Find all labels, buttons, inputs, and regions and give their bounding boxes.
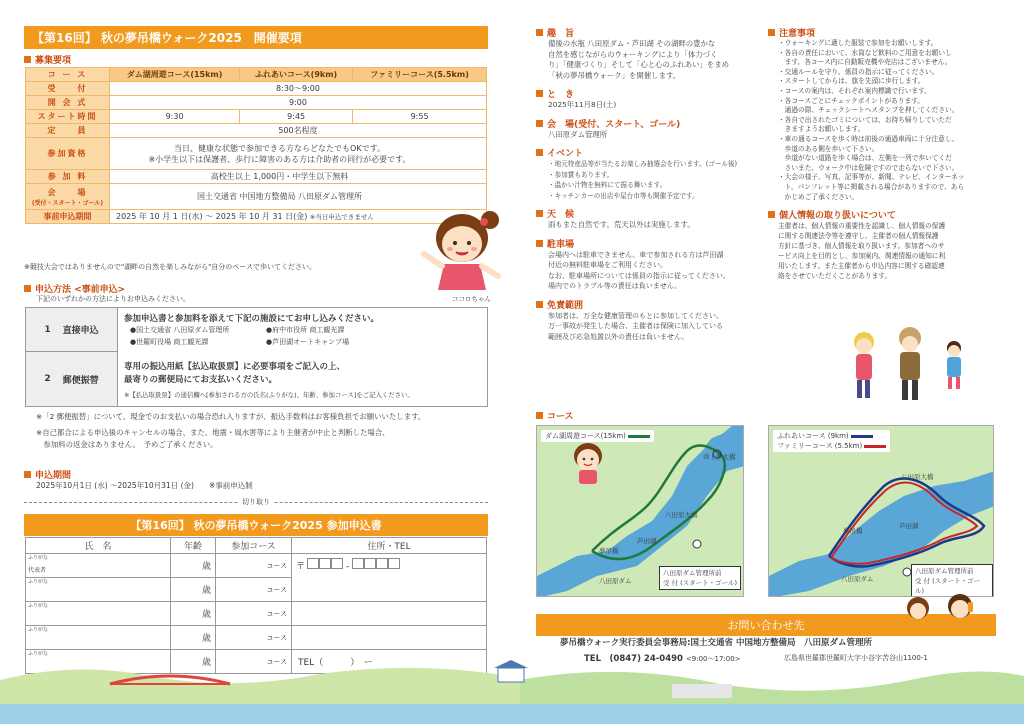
section-parking bbox=[536, 237, 746, 292]
square-icon bbox=[24, 285, 31, 292]
square-icon bbox=[536, 210, 543, 217]
row-value: 8:30〜9:00 bbox=[110, 82, 487, 96]
section-events bbox=[536, 146, 746, 201]
name-cell[interactable] bbox=[26, 602, 171, 626]
privacy-line: 方針に基づき、個人情報を取り扱います。参加者へのサ bbox=[778, 242, 945, 251]
legend-line-navy bbox=[851, 435, 873, 438]
method-1-label bbox=[26, 308, 118, 352]
tel-number: (0847) 24-0490 bbox=[609, 654, 683, 664]
method-1-lead: 参加申込書と参加料を添えて下記の施設にてお申し込みください。 bbox=[124, 314, 380, 324]
section-weather bbox=[536, 207, 746, 231]
hours: <9:00〜17:00> bbox=[685, 655, 741, 663]
notice-heading: 注意事項 bbox=[779, 29, 816, 39]
form-header-name: 氏 名 bbox=[26, 538, 171, 554]
course-heading-text: コース bbox=[547, 412, 574, 422]
girl-illustration bbox=[566, 438, 610, 486]
section-heading: イベント bbox=[547, 149, 584, 159]
line: 参加者は、万全な健康管理のもとに参加してください。 bbox=[548, 311, 723, 320]
line: 八田原ダム管理所 bbox=[548, 129, 608, 139]
period-text: 2025年10月1日 (水) 〜2025年10月31日 (金) bbox=[36, 481, 194, 490]
line: ・温かい汁物を無料にて振る舞います。 bbox=[548, 181, 667, 189]
box-line: 八田原ダム管理所前 bbox=[915, 567, 974, 575]
square-icon bbox=[536, 29, 543, 36]
course-cell[interactable]: コース bbox=[216, 578, 292, 602]
square-icon bbox=[768, 211, 775, 218]
square-icon bbox=[536, 149, 543, 156]
line: 雨もまた自然です。荒天以外は実施します。 bbox=[548, 220, 695, 229]
method-2-note: ※【払込取扱票】の通信欄へ[参加される方の氏名(ふりがな)、年齢、参加コース]をご記入ください。 bbox=[124, 391, 414, 399]
notice-list bbox=[768, 39, 998, 202]
period-line bbox=[36, 481, 253, 491]
line: 範囲及び応急処置以外の責任は負いません。 bbox=[548, 332, 689, 341]
notice-line: ・ウォーキングに適した服装で参加をお願いします。 bbox=[778, 39, 938, 47]
course-heading bbox=[536, 409, 574, 422]
line: 2025年11月8日(土) bbox=[548, 100, 617, 109]
venue-label-cell bbox=[26, 184, 110, 210]
furigana-label: ふりがな bbox=[28, 555, 49, 561]
square-icon bbox=[536, 412, 543, 419]
section-date bbox=[536, 87, 746, 111]
row-value: 500名程度 bbox=[110, 124, 487, 138]
row-label: 事前申込期間 bbox=[26, 210, 110, 224]
recruit-heading bbox=[24, 53, 71, 66]
line: 万一事故が発生した場合、主催者は保険に加入している bbox=[548, 322, 723, 330]
girl-mascot-illustration bbox=[414, 198, 510, 302]
square-icon bbox=[536, 240, 543, 247]
note-line: ※「2 郵便振替」について、現金でのお支払いの場合恐れ入りますが、振込手数料はお客様負担でお願いいたします。 bbox=[36, 412, 426, 421]
row-label: スタート時間 bbox=[26, 110, 110, 124]
middle-column bbox=[536, 26, 746, 342]
line: 会場内へは駐車できません。車で参加される方は芦田湖 bbox=[548, 250, 724, 259]
square-icon bbox=[536, 301, 543, 308]
line: 自然を感じながらのウォーキングにより「体力づく bbox=[548, 49, 718, 59]
apply-methods-box bbox=[25, 307, 488, 407]
eligibility-note: ※小学生以下は保護者、歩行に障害のある方は介助者の同行が必要です。 bbox=[148, 154, 411, 164]
square-icon bbox=[536, 120, 543, 127]
notice-line: ・各コースごとにチェックポイントがあります。 bbox=[778, 96, 925, 105]
apply-intro: 下記のいずれかの方法によりお申込みください。 bbox=[36, 295, 190, 303]
hikers-illustration bbox=[842, 326, 982, 406]
map2-legend bbox=[773, 430, 890, 452]
notice-line: ト、パンフレット等に掲載される場合がありますので、あら bbox=[778, 182, 965, 191]
line: ・地元特産品等が当たるお楽しみ抽選会を行います。(ゴール後) bbox=[548, 160, 738, 168]
furigana-label: ふりがな bbox=[28, 579, 49, 585]
legend-label: ダム湖周遊コース(15km) bbox=[545, 432, 626, 440]
application-form bbox=[25, 537, 487, 674]
row-label: 定 員 bbox=[26, 124, 110, 138]
map-label: 八田原ダム bbox=[599, 577, 632, 585]
phone-girls-illustration bbox=[898, 588, 982, 628]
notice-line: さいまた、ウォーク中は危険ですので走らないで下さい。 bbox=[778, 163, 959, 172]
furigana-label: ふりがな bbox=[28, 651, 49, 657]
privacy-line: 主催者は、個人情報の重要性を認識し、個人情報の保護 bbox=[778, 222, 946, 231]
section-purpose bbox=[536, 26, 746, 81]
map-label: 井上夢大橋 bbox=[703, 453, 736, 461]
line: り」「健康づくり」そして「心と心のふれあい」をまめ bbox=[548, 60, 730, 69]
age-cell[interactable]: 歳 bbox=[171, 578, 216, 602]
tel-cell[interactable]: TEL（ ） ー bbox=[292, 650, 487, 674]
method-num: 2 bbox=[44, 374, 51, 384]
section-heading: 天 候 bbox=[547, 210, 575, 220]
eligibility-cell bbox=[110, 138, 487, 170]
notice-line: 歩道のある側を歩いて下さい。 bbox=[778, 144, 879, 153]
form-header-address: 住所・TEL bbox=[292, 538, 487, 554]
row-value: 9:00 bbox=[110, 96, 487, 110]
address-cell[interactable] bbox=[292, 602, 487, 626]
line: ・参加賞もあります。 bbox=[548, 170, 614, 179]
legend-line-red bbox=[864, 445, 886, 448]
note-line: 参加料の返金はありません。 予めご了承ください。 bbox=[36, 440, 218, 449]
line: なお、駐車場所については係員の指示に従ってください。 bbox=[548, 271, 730, 280]
map-label: 八田原ダム bbox=[841, 575, 874, 583]
method-2-lead: 専用の振込用紙【払込取扱票】に必要事項をご記入の上、 bbox=[124, 362, 346, 372]
venue-sub-label: (受付・スタート・ゴール) bbox=[31, 199, 104, 207]
course-cell[interactable]: コース bbox=[216, 650, 292, 674]
venue-value: 国土交通省 中国地方整備局 八田原ダム管理所 bbox=[110, 184, 487, 210]
square-icon bbox=[536, 90, 543, 97]
apply-heading-text: 申込方法 <事前申込> bbox=[35, 285, 126, 295]
section-body bbox=[536, 159, 746, 201]
course-map-9km-5km bbox=[768, 425, 994, 597]
section-heading: 駐車場 bbox=[547, 239, 575, 250]
name-cell[interactable] bbox=[26, 626, 171, 650]
address-cell[interactable] bbox=[292, 626, 487, 650]
page-title: 【第16回】 秋の夢吊橋ウォーク2025 開催要項 bbox=[24, 26, 488, 49]
form-header-age: 年齢 bbox=[171, 538, 216, 554]
period-note: ※当日申込できません bbox=[309, 213, 374, 221]
line: ・キッチンカーの出店や屋台市等も開催予定です。 bbox=[548, 191, 699, 200]
legend-line-green bbox=[628, 435, 650, 438]
place-item: ●芦田湖オートキャンプ場 bbox=[266, 338, 350, 346]
name-cell[interactable] bbox=[26, 578, 171, 602]
notice-line: ・交通ルールを守り、係員の指示に従ってください。 bbox=[778, 67, 939, 76]
right-column bbox=[768, 26, 998, 281]
row-label: 受 付 bbox=[26, 82, 110, 96]
start-time: 9:55 bbox=[353, 110, 487, 124]
notice-line: 通過の際、チェックシートへスタンプを押してください。 bbox=[778, 106, 959, 115]
line: 付近の無料駐車場をご利用ください。 bbox=[548, 261, 667, 269]
fee-value: 高校生以上 1,000円・中学生以下無料 bbox=[110, 170, 487, 184]
place-item: ●国土交通省 八田原ダム管理所 bbox=[130, 326, 230, 334]
map-label: 八田原大橋 bbox=[665, 511, 698, 519]
privacy-line: に関する関連法令等を遵守し、主催者の個人情報保護 bbox=[778, 232, 939, 241]
legend-label: ふれあいコース (9km) bbox=[777, 432, 849, 440]
privacy-heading: 個人情報の取り扱いについて bbox=[779, 211, 896, 222]
box-line: 受 付 (スタート・ゴール) bbox=[663, 579, 738, 587]
privacy-line: 絡をさせていただくことがあります。 bbox=[778, 272, 892, 281]
line: 「秋の夢吊橋ウォーク」を開催します。 bbox=[548, 70, 681, 80]
age-cell[interactable]: 歳 bbox=[171, 602, 216, 626]
square-icon bbox=[24, 56, 31, 63]
row-label: 開 会 式 bbox=[26, 96, 110, 110]
mascot-name: ココロちゃん bbox=[452, 295, 491, 303]
map-label: 芦田湖 bbox=[899, 522, 919, 530]
period-heading-text: 申込期間 bbox=[35, 471, 72, 481]
section-venue bbox=[536, 117, 746, 141]
course-label: コ ー ス bbox=[26, 68, 110, 82]
name-cell[interactable] bbox=[26, 554, 171, 578]
notice-line: ます。各コース内に自動販売機や売店はございません。 bbox=[778, 58, 952, 67]
postal-mark: 〒 bbox=[296, 562, 306, 572]
row-label: 会 場 bbox=[47, 187, 88, 197]
tel-label: TEL bbox=[584, 654, 602, 664]
course-cell[interactable]: コース bbox=[216, 554, 292, 578]
place-item: ●府中市役所 商工観光課 bbox=[266, 326, 345, 334]
section-body bbox=[536, 311, 746, 343]
section-heading: 会 場(受付、スタート、ゴール) bbox=[547, 119, 681, 130]
period-note-text: ※事前申込制 bbox=[208, 481, 253, 490]
notice-line: ・車の通るコースを歩く時は前後の通過車両に十分注意し、 bbox=[778, 134, 959, 143]
section-heading: 免責範囲 bbox=[547, 300, 584, 311]
method-2-lead2: 最寄りの郵便局にてお支払いください。 bbox=[124, 375, 278, 385]
map-label: 夢吊橋 bbox=[843, 527, 863, 535]
method-num: 1 bbox=[44, 324, 51, 335]
privacy-line: ービス向上を目的とし、参加案内、関連情報の通知に利 bbox=[778, 252, 946, 261]
row-label: 参 加 料 bbox=[26, 170, 110, 184]
organizer: 夢吊橋ウォーク実行委員会事務局:国土交通省 中国地方整備局 八田原ダム管理所 bbox=[560, 638, 873, 648]
notice-line: ・各自で出されたゴミについては、お持ち帰りしていただ bbox=[778, 115, 952, 124]
square-icon bbox=[24, 471, 31, 478]
furigana-label: ふりがな bbox=[28, 627, 49, 633]
cut-line-label: 切り取り bbox=[238, 497, 274, 507]
map-label: 八田原大橋 bbox=[901, 473, 934, 481]
notice-line: ・スタートしてからは、旗を先頭に歩行します。 bbox=[778, 77, 925, 86]
representative-label: 代表者 bbox=[28, 567, 47, 574]
landscape-illustration bbox=[0, 660, 1024, 724]
notice-line: きますようお願いします。 bbox=[778, 125, 865, 134]
age-cell[interactable]: 歳 bbox=[171, 554, 216, 578]
box-line: 八田原ダム管理所前 bbox=[663, 569, 722, 577]
section-disclaimer bbox=[536, 298, 746, 343]
privacy-line: 用いたします。また主催者から申込内容に関する確認連 bbox=[778, 262, 945, 271]
section-body bbox=[536, 39, 746, 81]
inquiry-bar: お問い合わせ先 bbox=[536, 614, 996, 636]
form-header-course: 参加コース bbox=[216, 538, 292, 554]
table-footnote: ※競技大会ではありませんので"湖畔の自然を楽しみながら"自分のペースで歩いてください。 bbox=[24, 263, 316, 271]
notice-line: ・各自の責任において、水筒など飲料のご用意をお願いし bbox=[778, 48, 952, 57]
section-heading: 趣 旨 bbox=[547, 29, 575, 39]
period-heading bbox=[24, 468, 71, 481]
furigana-label: ふりがな bbox=[28, 603, 49, 609]
method-name: 直接申込 bbox=[62, 326, 99, 336]
privacy-text bbox=[768, 221, 998, 281]
line: 備後の水瓶 八田原ダム・芦田湖 その湖畔の豊かな bbox=[548, 39, 716, 48]
eligibility-text: 当日、健康な状態で参加できる方ならどなたでもOKです。 bbox=[174, 143, 385, 153]
square-icon bbox=[768, 29, 775, 36]
map-label: 夢吊橋 bbox=[599, 547, 619, 555]
age-cell[interactable]: 歳 bbox=[171, 626, 216, 650]
section-heading: と き bbox=[547, 90, 575, 100]
course-header-2: ふれあいコース(9km) bbox=[240, 68, 353, 82]
start-time: 9:45 bbox=[240, 110, 353, 124]
course-cell[interactable]: コース bbox=[216, 602, 292, 626]
notice-line: かじめご了承ください。 bbox=[778, 192, 859, 201]
line: 場内でのトラブル等の責任は負いません。 bbox=[548, 282, 682, 290]
age-cell[interactable]: 歳 bbox=[171, 650, 216, 674]
legend-label: ファミリーコース (5.5km) bbox=[777, 442, 863, 450]
place-item: ●世羅町役場 商工観光課 bbox=[130, 338, 209, 346]
address: 広島県世羅郡世羅町大字小谷字苦谷山1100-1 bbox=[784, 654, 928, 662]
recruit-heading-text: 募集要項 bbox=[35, 56, 72, 66]
box-line: 受 付 (スタート・ゴール) bbox=[915, 577, 981, 595]
course-header-1: ダム湖周遊コース(15km) bbox=[110, 68, 240, 82]
notice-line: ・大会の様子、写真、記事等が、新聞、テレビ、インターネッ bbox=[778, 173, 965, 182]
map-label: 芦田湖 bbox=[637, 537, 657, 545]
period-value: 2025 年 10 月 1 日(水) 〜 2025 年 10 月 31 日(金) bbox=[116, 212, 308, 221]
method-name: 郵便振替 bbox=[62, 375, 99, 386]
section-body bbox=[536, 250, 746, 292]
form-title: 【第16回】 秋の夢吊橋ウォーク2025 参加申込書 bbox=[24, 514, 488, 536]
course-header-3: ファミリーコース(5.5km) bbox=[353, 68, 487, 82]
map1-reception-box bbox=[659, 566, 741, 590]
postal-cell[interactable]: 〒 - bbox=[292, 554, 487, 602]
notice-line: 歩道がない道路を歩く場合は、左側を一列で歩いてくだ bbox=[778, 154, 952, 163]
course-cell[interactable]: コース bbox=[216, 626, 292, 650]
notice-line: ・コースの案内は、それぞれ案内標識で行います。 bbox=[778, 86, 931, 95]
start-time: 9:30 bbox=[110, 110, 240, 124]
row-label: 参加資格 bbox=[26, 138, 110, 170]
method-2-label bbox=[26, 352, 118, 406]
note-line: ※自己都合による申込後のキャンセルの場合、また、地震・風水害等により主催者が中止と判断した場合、 bbox=[36, 428, 390, 437]
